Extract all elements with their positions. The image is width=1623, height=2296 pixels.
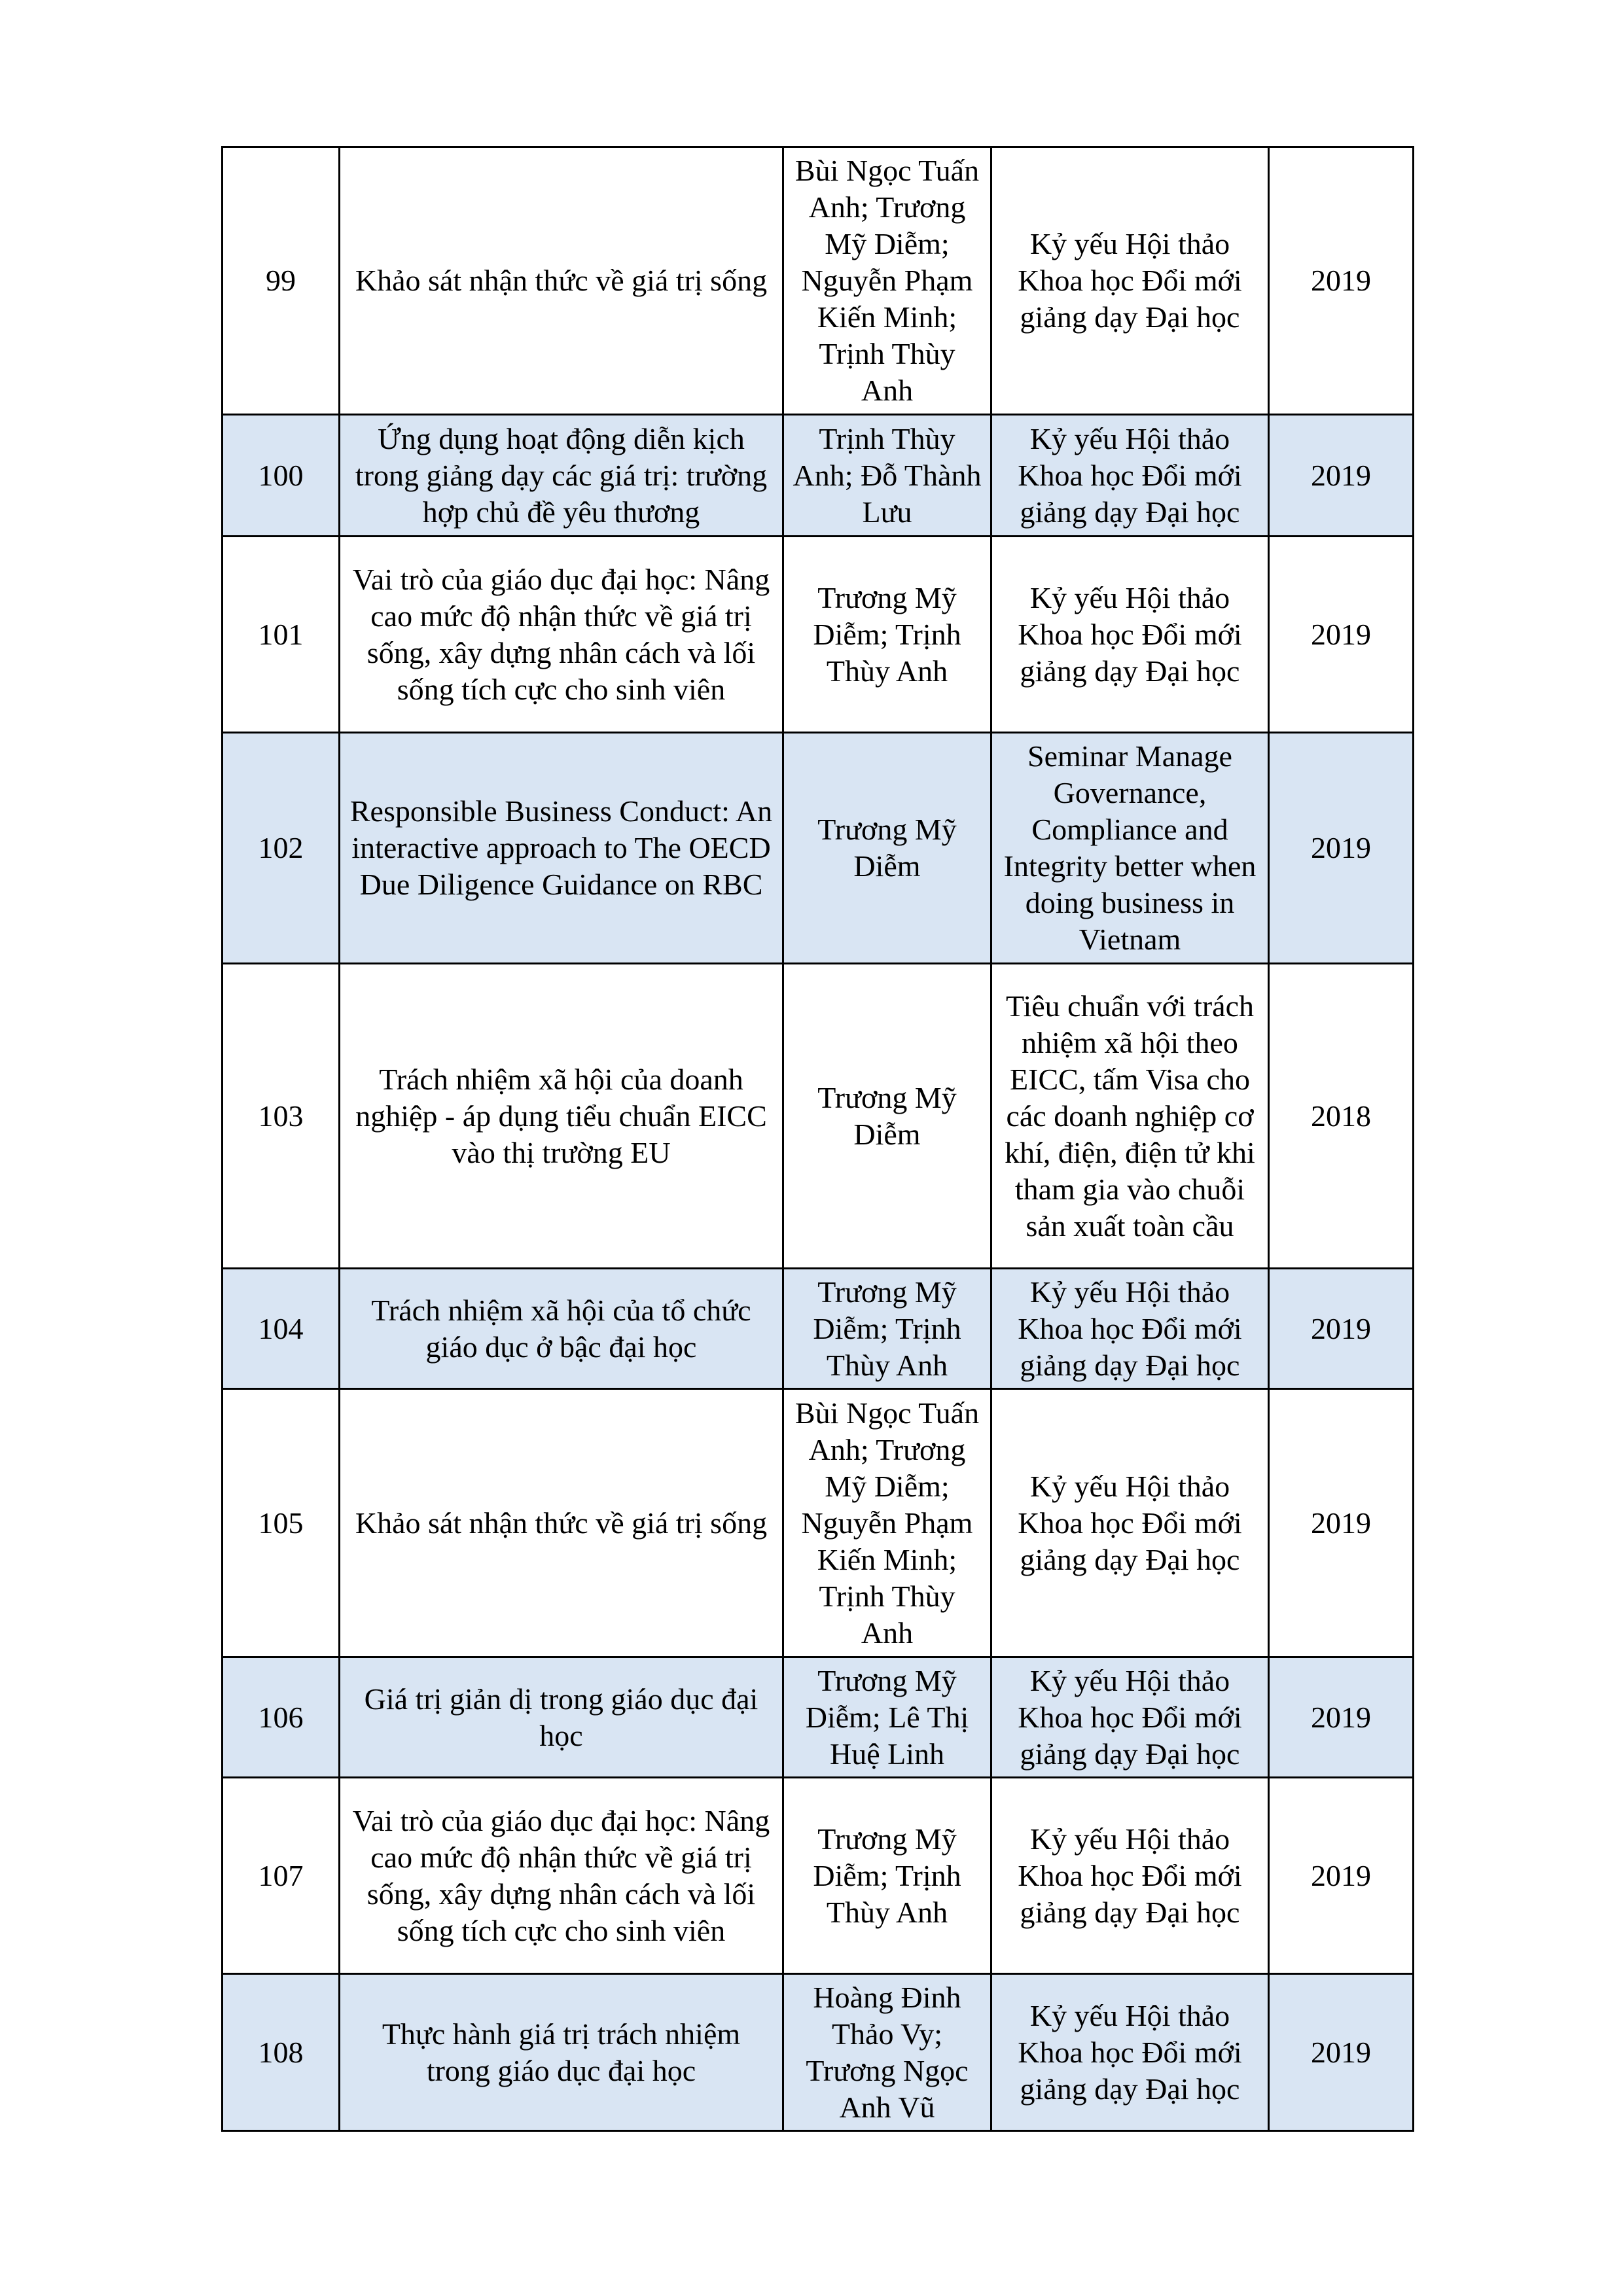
year-cell: 2019 xyxy=(1269,1269,1414,1389)
year-cell: 2019 xyxy=(1269,1657,1414,1778)
title-cell: Trách nhiệm xã hội của tổ chức giáo dục ở bậc đại học xyxy=(340,1269,783,1389)
venue-cell: Kỷ yếu Hội thảo Khoa học Đổi mới giảng dạy Đại học xyxy=(991,1389,1269,1657)
venue-cell: Kỷ yếu Hội thảo Khoa học Đổi mới giảng dạy Đại học xyxy=(991,1974,1269,2131)
table-row xyxy=(223,1657,1414,1778)
year-cell: 2018 xyxy=(1269,964,1414,1269)
row-number-cell: 106 xyxy=(223,1657,340,1778)
row-number-cell: 99 xyxy=(223,147,340,415)
venue-cell: Kỷ yếu Hội thảo Khoa học Đổi mới giảng dạy Đại học xyxy=(991,537,1269,733)
row-number-cell: 105 xyxy=(223,1389,340,1657)
title-cell: Giá trị giản dị trong giáo dục đại học xyxy=(340,1657,783,1778)
table-row xyxy=(223,733,1414,964)
title-cell: Khảo sát nhận thức về giá trị sống xyxy=(340,1389,783,1657)
year-cell: 2019 xyxy=(1269,1974,1414,2131)
table-row xyxy=(223,415,1414,537)
authors-cell: Bùi Ngọc Tuấn Anh; Trương Mỹ Diễm; Nguyễn Phạm Kiến Minh; Trịnh Thùy Anh xyxy=(783,1389,991,1657)
row-number-cell: 102 xyxy=(223,733,340,964)
title-cell: Vai trò của giáo dục đại học: Nâng cao mức độ nhận thức về giá trị sống, xây dựng nhân cách và lối sống tích cực cho sinh viên xyxy=(340,537,783,733)
row-number-cell: 107 xyxy=(223,1778,340,1974)
venue-cell: Kỷ yếu Hội thảo Khoa học Đổi mới giảng dạy Đại học xyxy=(991,1269,1269,1389)
authors-cell: Hoàng Đinh Thảo Vy; Trương Ngọc Anh Vũ xyxy=(783,1974,991,2131)
row-number-cell: 108 xyxy=(223,1974,340,2131)
venue-cell: Kỷ yếu Hội thảo Khoa học Đổi mới giảng dạy Đại học xyxy=(991,415,1269,537)
row-number-cell: 101 xyxy=(223,537,340,733)
row-number-cell: 103 xyxy=(223,964,340,1269)
table-row xyxy=(223,964,1414,1269)
table-row xyxy=(223,1389,1414,1657)
title-cell: Thực hành giá trị trách nhiệm trong giáo dục đại học xyxy=(340,1974,783,2131)
authors-cell: Trịnh Thùy Anh; Đỗ Thành Lưu xyxy=(783,415,991,537)
authors-cell: Trương Mỹ Diễm; Trịnh Thùy Anh xyxy=(783,1269,991,1389)
row-number-cell: 104 xyxy=(223,1269,340,1389)
venue-cell: Kỷ yếu Hội thảo Khoa học Đổi mới giảng dạy Đại học xyxy=(991,147,1269,415)
row-number-cell: 100 xyxy=(223,415,340,537)
venue-cell: Kỷ yếu Hội thảo Khoa học Đổi mới giảng dạy Đại học xyxy=(991,1657,1269,1778)
title-cell: Trách nhiệm xã hội của doanh nghiệp - áp dụng tiểu chuẩn EICC vào thị trường EU xyxy=(340,964,783,1269)
venue-cell: Seminar Manage Governance, Compliance and Integrity better when doing business in Vietnam xyxy=(991,733,1269,964)
document-page xyxy=(221,146,1412,2132)
venue-cell: Tiêu chuẩn với trách nhiệm xã hội theo EICC, tấm Visa cho các doanh nghiệp cơ khí, điện, điện tử khi tham gia vào chuỗi sản xuất toàn cầu xyxy=(991,964,1269,1269)
authors-cell: Bùi Ngọc Tuấn Anh; Trương Mỹ Diễm; Nguyễn Phạm Kiến Minh; Trịnh Thùy Anh xyxy=(783,147,991,415)
venue-cell: Kỷ yếu Hội thảo Khoa học Đổi mới giảng dạy Đại học xyxy=(991,1778,1269,1974)
table-row xyxy=(223,1269,1414,1389)
year-cell: 2019 xyxy=(1269,537,1414,733)
year-cell: 2019 xyxy=(1269,1778,1414,1974)
authors-cell: Trương Mỹ Diễm; Trịnh Thùy Anh xyxy=(783,1778,991,1974)
table-row xyxy=(223,1778,1414,1974)
table-row xyxy=(223,537,1414,733)
title-cell: Responsible Business Conduct: An interactive approach to The OECD Due Diligence Guidance on RBC xyxy=(340,733,783,964)
publications-table xyxy=(221,146,1414,2132)
title-cell: Vai trò của giáo dục đại học: Nâng cao mức độ nhận thức về giá trị sống, xây dựng nhân cách và lối sống tích cực cho sinh viên xyxy=(340,1778,783,1974)
authors-cell: Trương Mỹ Diễm; Trịnh Thùy Anh xyxy=(783,537,991,733)
year-cell: 2019 xyxy=(1269,147,1414,415)
year-cell: 2019 xyxy=(1269,733,1414,964)
authors-cell: Trương Mỹ Diễm xyxy=(783,964,991,1269)
table-row xyxy=(223,1974,1414,2131)
title-cell: Ứng dụng hoạt động diễn kịch trong giảng dạy các giá trị: trường hợp chủ đề yêu thương xyxy=(340,415,783,537)
year-cell: 2019 xyxy=(1269,415,1414,537)
authors-cell: Trương Mỹ Diễm; Lê Thị Huệ Linh xyxy=(783,1657,991,1778)
title-cell: Khảo sát nhận thức về giá trị sống xyxy=(340,147,783,415)
authors-cell: Trương Mỹ Diễm xyxy=(783,733,991,964)
year-cell: 2019 xyxy=(1269,1389,1414,1657)
table-row xyxy=(223,147,1414,415)
